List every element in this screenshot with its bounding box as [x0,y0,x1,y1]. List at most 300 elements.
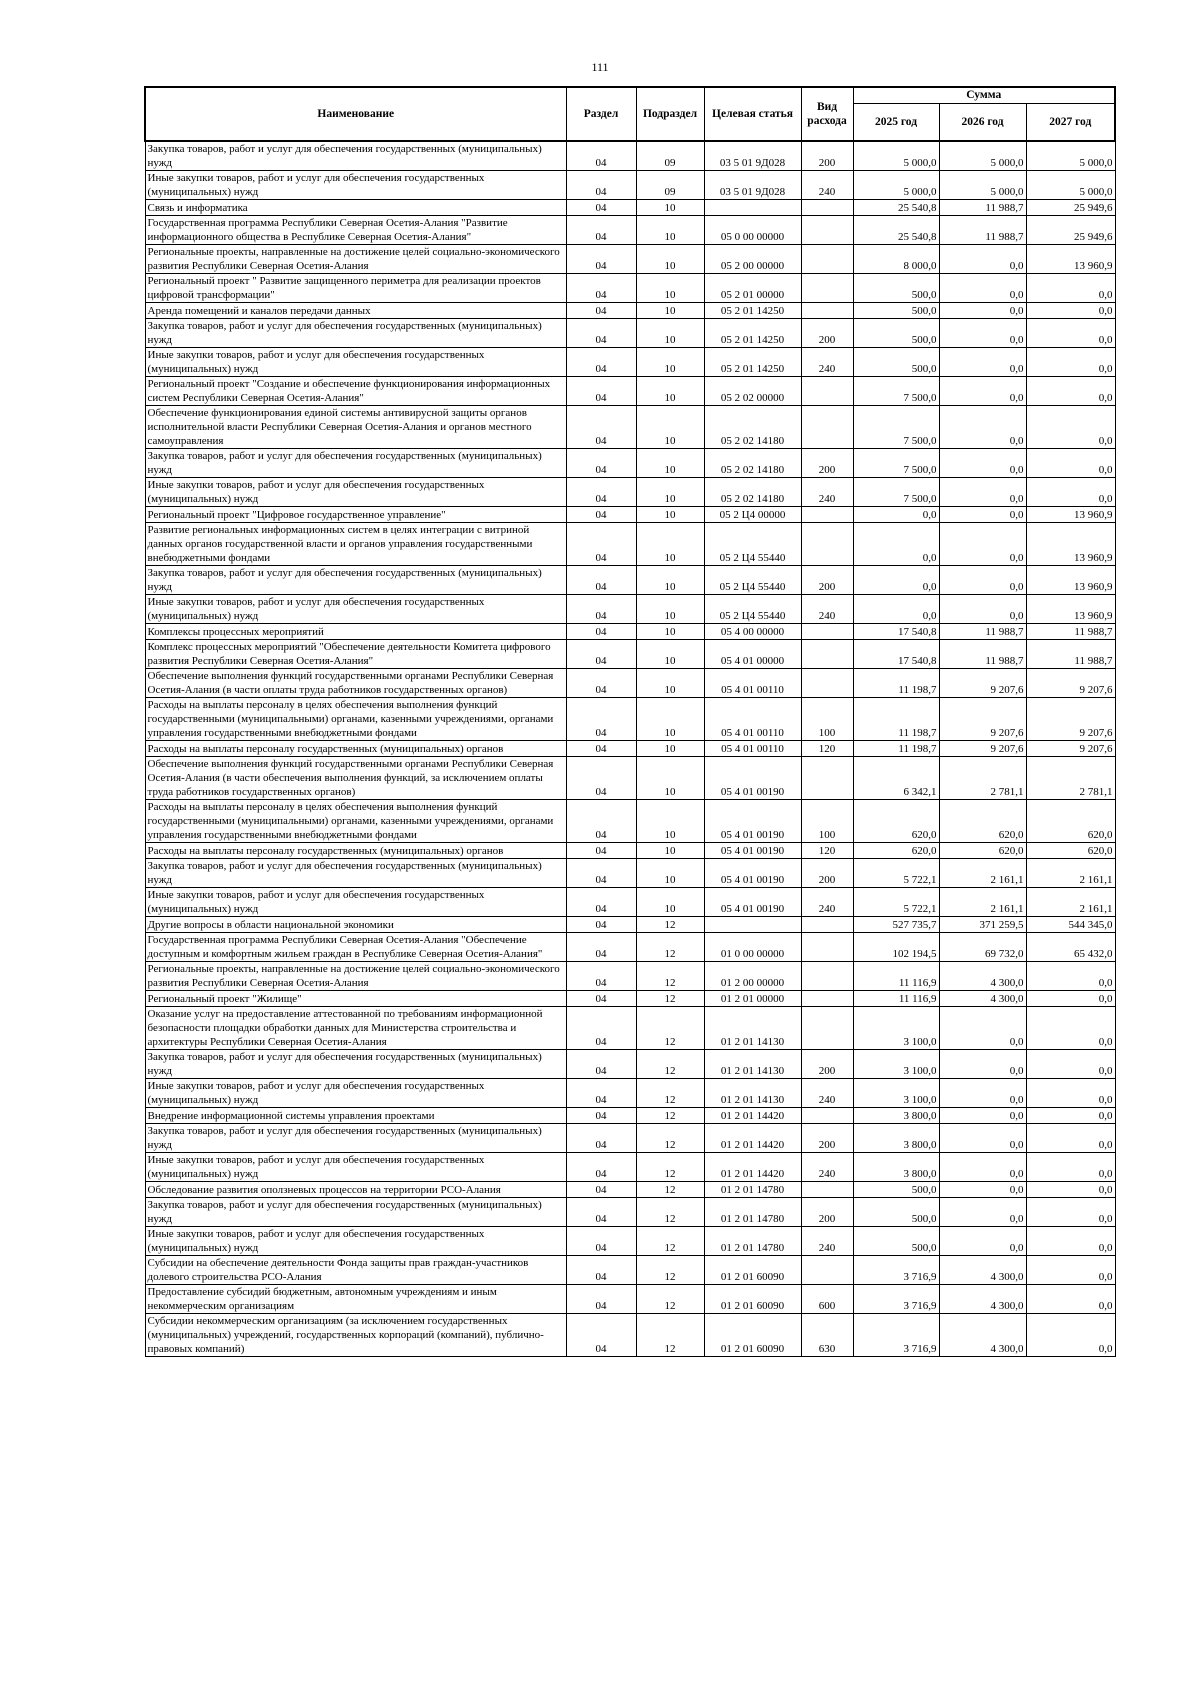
cell-target: 05 2 02 00000 [704,377,801,406]
cell-target: 05 2 02 14180 [704,449,801,478]
cell-razdel: 04 [566,741,636,757]
cell-2027: 0,0 [1026,377,1115,406]
cell-vid [801,917,853,933]
cell-2026: 0,0 [939,449,1026,478]
cell-vid: 200 [801,1124,853,1153]
cell-name: Закупка товаров, работ и услуг для обеспечения государственных (муниципальных) нужд [145,141,566,171]
cell-name: Закупка товаров, работ и услуг для обеспечения государственных (муниципальных) нужд [145,319,566,348]
cell-2026: 2 161,1 [939,859,1026,888]
cell-razdel: 04 [566,1153,636,1182]
cell-target: 01 2 01 14420 [704,1124,801,1153]
cell-vid: 240 [801,1153,853,1182]
header-summa: Сумма [853,87,1115,103]
cell-vid [801,1108,853,1124]
cell-2025: 620,0 [853,800,939,843]
cell-name: Комплексы процессных мероприятий [145,624,566,640]
cell-podrazdel: 10 [636,303,704,319]
table-row [145,843,1115,859]
cell-2027: 0,0 [1026,991,1115,1007]
table-row [145,757,1115,800]
cell-2027: 65 432,0 [1026,933,1115,962]
table-row [145,1256,1115,1285]
cell-2025: 500,0 [853,1227,939,1256]
cell-2025: 11 198,7 [853,698,939,741]
cell-target: 05 4 01 00190 [704,757,801,800]
cell-vid: 240 [801,595,853,624]
cell-razdel: 04 [566,1256,636,1285]
table-row [145,640,1115,669]
table-row [145,595,1115,624]
cell-2026: 2 781,1 [939,757,1026,800]
cell-target: 01 2 01 14130 [704,1079,801,1108]
cell-2025: 3 716,9 [853,1285,939,1314]
cell-target [704,917,801,933]
table-header [145,87,1115,141]
cell-podrazdel: 10 [636,888,704,917]
cell-2026: 5 000,0 [939,141,1026,171]
cell-2026: 0,0 [939,1108,1026,1124]
cell-podrazdel: 12 [636,1079,704,1108]
cell-name: Иные закупки товаров, работ и услуг для обеспечения государственных (муниципальных) нужд [145,478,566,507]
cell-2026: 4 300,0 [939,1256,1026,1285]
cell-name: Региональный проект "Жилище" [145,991,566,1007]
cell-vid: 630 [801,1314,853,1357]
cell-2027: 0,0 [1026,348,1115,377]
cell-2026: 0,0 [939,348,1026,377]
table-row [145,1124,1115,1153]
cell-2027: 0,0 [1026,406,1115,449]
cell-target: 01 2 01 60090 [704,1256,801,1285]
cell-2026: 11 988,7 [939,624,1026,640]
cell-vid [801,962,853,991]
cell-2027: 11 988,7 [1026,640,1115,669]
cell-target: 05 0 00 00000 [704,216,801,245]
cell-name: Иные закупки товаров, работ и услуг для обеспечения государственных (муниципальных) нужд [145,595,566,624]
cell-name: Предоставление субсидий бюджетным, автономным учреждениям и иным некоммерческим организациям [145,1285,566,1314]
table-row [145,1227,1115,1256]
cell-target: 03 5 01 9Д028 [704,141,801,171]
cell-name: Расходы на выплаты персоналу государственных (муниципальных) органов [145,843,566,859]
cell-podrazdel: 09 [636,171,704,200]
cell-2025: 5 722,1 [853,888,939,917]
cell-podrazdel: 10 [636,843,704,859]
cell-2025: 6 342,1 [853,757,939,800]
cell-vid: 200 [801,1050,853,1079]
cell-2026: 0,0 [939,595,1026,624]
header-target: Целевая статья [704,87,801,141]
cell-2027: 13 960,9 [1026,523,1115,566]
cell-2025: 500,0 [853,1198,939,1227]
cell-podrazdel: 12 [636,1182,704,1198]
cell-2027: 0,0 [1026,1182,1115,1198]
cell-razdel: 04 [566,1050,636,1079]
cell-target: 05 2 Ц4 55440 [704,523,801,566]
cell-2025: 5 000,0 [853,171,939,200]
cell-target: 05 4 01 00110 [704,669,801,698]
cell-target: 03 5 01 9Д028 [704,171,801,200]
cell-name: Комплекс процессных мероприятий "Обеспечение деятельности Комитета цифрового развития Республики Северная Осетия-Алания" [145,640,566,669]
cell-razdel: 04 [566,1285,636,1314]
cell-target: 05 4 01 00190 [704,843,801,859]
cell-name: Оказание услуг на предоставление аттестованной по требованиям информационной безопасности площадки обработки данных для Министерства строительства и архитектуры Республики Северная Осетия-Алания [145,1007,566,1050]
cell-2027: 25 949,6 [1026,200,1115,216]
cell-podrazdel: 10 [636,274,704,303]
cell-razdel: 04 [566,1227,636,1256]
cell-name: Связь и информатика [145,200,566,216]
cell-target: 01 2 01 14780 [704,1198,801,1227]
cell-target: 05 2 01 14250 [704,319,801,348]
table-row [145,200,1115,216]
cell-razdel: 04 [566,348,636,377]
cell-vid: 240 [801,478,853,507]
cell-name: Иные закупки товаров, работ и услуг для обеспечения государственных (муниципальных) нужд [145,1079,566,1108]
cell-vid: 240 [801,1079,853,1108]
table-row [145,141,1115,171]
cell-2026: 2 161,1 [939,888,1026,917]
cell-vid: 200 [801,449,853,478]
cell-2027: 0,0 [1026,1050,1115,1079]
cell-2027: 0,0 [1026,449,1115,478]
cell-podrazdel: 12 [636,1227,704,1256]
cell-razdel: 04 [566,478,636,507]
cell-2026: 0,0 [939,1079,1026,1108]
cell-target: 05 4 01 00190 [704,859,801,888]
cell-vid [801,274,853,303]
table-row [145,1198,1115,1227]
cell-razdel: 04 [566,303,636,319]
cell-target: 05 4 01 00190 [704,800,801,843]
cell-2027: 0,0 [1026,1227,1115,1256]
cell-2027: 2 161,1 [1026,859,1115,888]
cell-2026: 4 300,0 [939,962,1026,991]
cell-2026: 0,0 [939,377,1026,406]
cell-podrazdel: 12 [636,1314,704,1357]
cell-2026: 4 300,0 [939,1314,1026,1357]
cell-2026: 0,0 [939,478,1026,507]
table-row [145,917,1115,933]
budget-table [144,86,1116,1357]
cell-podrazdel: 10 [636,200,704,216]
cell-vid [801,933,853,962]
cell-vid [801,1256,853,1285]
cell-2026: 9 207,6 [939,698,1026,741]
cell-podrazdel: 10 [636,245,704,274]
cell-target: 05 2 Ц4 55440 [704,595,801,624]
cell-razdel: 04 [566,449,636,478]
cell-2027: 0,0 [1026,1153,1115,1182]
table-row [145,1182,1115,1198]
cell-2027: 5 000,0 [1026,141,1115,171]
cell-razdel: 04 [566,917,636,933]
cell-target: 01 2 01 14780 [704,1227,801,1256]
cell-2027: 13 960,9 [1026,245,1115,274]
cell-podrazdel: 12 [636,1124,704,1153]
cell-target: 05 2 01 00000 [704,274,801,303]
cell-2025: 25 540,8 [853,216,939,245]
cell-2025: 3 100,0 [853,1079,939,1108]
cell-2027: 9 207,6 [1026,741,1115,757]
cell-vid [801,640,853,669]
cell-name: Закупка товаров, работ и услуг для обеспечения государственных (муниципальных) нужд [145,1050,566,1079]
cell-razdel: 04 [566,1079,636,1108]
cell-vid: 100 [801,698,853,741]
table-row [145,171,1115,200]
cell-podrazdel: 12 [636,1153,704,1182]
cell-target: 01 2 01 60090 [704,1285,801,1314]
cell-target: 01 0 00 00000 [704,933,801,962]
cell-podrazdel: 12 [636,933,704,962]
cell-podrazdel: 12 [636,991,704,1007]
cell-2027: 0,0 [1026,1079,1115,1108]
cell-podrazdel: 10 [636,507,704,523]
cell-target: 05 4 00 00000 [704,624,801,640]
cell-2027: 9 207,6 [1026,669,1115,698]
cell-razdel: 04 [566,319,636,348]
cell-razdel: 04 [566,800,636,843]
cell-razdel: 04 [566,200,636,216]
cell-2026: 0,0 [939,1124,1026,1153]
cell-name: Иные закупки товаров, работ и услуг для обеспечения государственных (муниципальных) нужд [145,888,566,917]
table-row [145,698,1115,741]
cell-2025: 7 500,0 [853,478,939,507]
cell-podrazdel: 12 [636,917,704,933]
cell-target: 01 2 01 14420 [704,1153,801,1182]
cell-name: Обеспечение функционирования единой системы антивирусной защиты органов исполнительной власти Республики Северная Осетия-Алания и органов местного самоуправления [145,406,566,449]
cell-name: Другие вопросы в области национальной экономики [145,917,566,933]
table-row [145,478,1115,507]
cell-vid [801,1182,853,1198]
cell-name: Субсидии на обеспечение деятельности Фонда защиты прав граждан-участников долевого строительства РСО-Алания [145,1256,566,1285]
cell-razdel: 04 [566,595,636,624]
cell-vid [801,303,853,319]
cell-2025: 7 500,0 [853,406,939,449]
cell-razdel: 04 [566,1124,636,1153]
cell-vid: 600 [801,1285,853,1314]
cell-2027: 0,0 [1026,962,1115,991]
cell-vid [801,200,853,216]
cell-2025: 500,0 [853,319,939,348]
cell-2026: 0,0 [939,1153,1026,1182]
cell-target: 01 2 01 00000 [704,991,801,1007]
table-row [145,1153,1115,1182]
table-row [145,377,1115,406]
cell-2027: 2 781,1 [1026,757,1115,800]
cell-2025: 500,0 [853,274,939,303]
cell-2025: 500,0 [853,1182,939,1198]
cell-target: 05 4 01 00110 [704,698,801,741]
table-row [145,669,1115,698]
cell-razdel: 04 [566,698,636,741]
budget-table-container [144,86,1114,1357]
cell-target: 01 2 01 14420 [704,1108,801,1124]
cell-2025: 8 000,0 [853,245,939,274]
cell-vid [801,991,853,1007]
cell-razdel: 04 [566,933,636,962]
cell-name: Государственная программа Республики Северная Осетия-Алания "Развитие информационного общества в Республике Северная Осетия-Алания" [145,216,566,245]
table-row [145,1050,1115,1079]
cell-target: 05 2 Ц4 55440 [704,566,801,595]
table-row [145,245,1115,274]
header-2026: 2026 год [939,103,1026,141]
cell-razdel: 04 [566,566,636,595]
cell-name: Иные закупки товаров, работ и услуг для обеспечения государственных (муниципальных) нужд [145,171,566,200]
cell-2025: 3 800,0 [853,1108,939,1124]
cell-podrazdel: 12 [636,962,704,991]
cell-vid: 200 [801,566,853,595]
cell-razdel: 04 [566,377,636,406]
table-row [145,1314,1115,1357]
cell-vid: 240 [801,348,853,377]
table-row [145,319,1115,348]
cell-name: Иные закупки товаров, работ и услуг для обеспечения государственных (муниципальных) нужд [145,1153,566,1182]
cell-name: Закупка товаров, работ и услуг для обеспечения государственных (муниципальных) нужд [145,449,566,478]
header-2025: 2025 год [853,103,939,141]
cell-2026: 69 732,0 [939,933,1026,962]
cell-name: Расходы на выплаты персоналу в целях обеспечения выполнения функций государственными (муниципальными) органами, казенными учреждениями, органами управления государственными внебюджетными фондами [145,800,566,843]
cell-name: Государственная программа Республики Северная Осетия-Алания "Обеспечение доступным и комфортным жильем граждан в Республике Северная Осетия-Алания" [145,933,566,962]
cell-2026: 371 259,5 [939,917,1026,933]
cell-podrazdel: 10 [636,698,704,741]
cell-2026: 0,0 [939,523,1026,566]
cell-vid [801,624,853,640]
cell-razdel: 04 [566,962,636,991]
cell-podrazdel: 10 [636,216,704,245]
table-row [145,624,1115,640]
cell-target: 01 2 01 14130 [704,1007,801,1050]
cell-name: Внедрение информационной системы управления проектами [145,1108,566,1124]
cell-2027: 5 000,0 [1026,171,1115,200]
cell-name: Закупка товаров, работ и услуг для обеспечения государственных (муниципальных) нужд [145,1124,566,1153]
cell-podrazdel: 10 [636,859,704,888]
header-name: Наименование [145,87,566,141]
cell-name: Развитие региональных информационных систем в целях интеграции с витриной данных органов государственной власти и органов управления государственными внебюджетными фондами [145,523,566,566]
cell-name: Расходы на выплаты персоналу в целях обеспечения выполнения функций государственными (муниципальными) органами, казенными учреждениями, органами управления государственными внебюджетными фондами [145,698,566,741]
cell-podrazdel: 10 [636,800,704,843]
cell-2025: 0,0 [853,507,939,523]
cell-podrazdel: 10 [636,377,704,406]
cell-name: Обеспечение выполнения функций государственными органами Республики Северная Осетия-Алания (в части оплаты труда работников государственных органов) [145,669,566,698]
cell-name: Субсидии некоммерческим организациям (за исключением государственных (муниципальных) учреждений, государственных корпораций (компаний), публично-правовых компаний) [145,1314,566,1357]
cell-2025: 11 198,7 [853,741,939,757]
cell-2025: 5 722,1 [853,859,939,888]
cell-2027: 13 960,9 [1026,566,1115,595]
cell-2026: 0,0 [939,303,1026,319]
cell-2026: 0,0 [939,1182,1026,1198]
cell-podrazdel: 10 [636,319,704,348]
cell-vid [801,757,853,800]
cell-vid [801,523,853,566]
cell-razdel: 04 [566,523,636,566]
cell-2025: 25 540,8 [853,200,939,216]
cell-target: 05 2 01 14250 [704,303,801,319]
cell-2026: 0,0 [939,566,1026,595]
cell-2026: 0,0 [939,245,1026,274]
cell-podrazdel: 10 [636,478,704,507]
cell-vid: 200 [801,859,853,888]
cell-podrazdel: 10 [636,406,704,449]
cell-razdel: 04 [566,991,636,1007]
cell-2025: 7 500,0 [853,449,939,478]
cell-podrazdel: 10 [636,449,704,478]
cell-2027: 0,0 [1026,303,1115,319]
cell-target: 01 2 01 14780 [704,1182,801,1198]
cell-name: Расходы на выплаты персоналу государственных (муниципальных) органов [145,741,566,757]
cell-2027: 620,0 [1026,800,1115,843]
table-row [145,991,1115,1007]
cell-razdel: 04 [566,624,636,640]
cell-target: 01 2 00 00000 [704,962,801,991]
cell-podrazdel: 10 [636,595,704,624]
cell-2025: 11 116,9 [853,962,939,991]
cell-target: 01 2 01 14130 [704,1050,801,1079]
cell-vid: 240 [801,171,853,200]
cell-razdel: 04 [566,1108,636,1124]
cell-podrazdel: 10 [636,348,704,377]
cell-2027: 544 345,0 [1026,917,1115,933]
cell-name: Закупка товаров, работ и услуг для обеспечения государственных (муниципальных) нужд [145,1198,566,1227]
table-row [145,274,1115,303]
cell-2027: 620,0 [1026,843,1115,859]
cell-2025: 0,0 [853,566,939,595]
cell-2026: 5 000,0 [939,171,1026,200]
cell-2025: 5 000,0 [853,141,939,171]
table-row [145,507,1115,523]
cell-podrazdel: 10 [636,669,704,698]
table-row [145,800,1115,843]
cell-podrazdel: 12 [636,1198,704,1227]
cell-podrazdel: 12 [636,1007,704,1050]
cell-2027: 0,0 [1026,1007,1115,1050]
cell-2027: 0,0 [1026,1108,1115,1124]
table-row [145,1007,1115,1050]
cell-razdel: 04 [566,406,636,449]
cell-2025: 3 716,9 [853,1256,939,1285]
cell-podrazdel: 10 [636,624,704,640]
cell-razdel: 04 [566,888,636,917]
cell-name: Иные закупки товаров, работ и услуг для обеспечения государственных (муниципальных) нужд [145,348,566,377]
header-vid: Вид расхода [801,87,853,141]
table-row [145,962,1115,991]
cell-2026: 620,0 [939,800,1026,843]
cell-target: 05 2 Ц4 00000 [704,507,801,523]
cell-2025: 500,0 [853,303,939,319]
cell-target [704,200,801,216]
cell-vid: 200 [801,319,853,348]
table-row [145,348,1115,377]
cell-podrazdel: 10 [636,757,704,800]
cell-2025: 620,0 [853,843,939,859]
cell-2025: 0,0 [853,523,939,566]
cell-vid [801,507,853,523]
cell-razdel: 04 [566,640,636,669]
cell-2026: 620,0 [939,843,1026,859]
cell-2026: 0,0 [939,319,1026,348]
cell-2027: 2 161,1 [1026,888,1115,917]
cell-2027: 25 949,6 [1026,216,1115,245]
cell-vid: 120 [801,843,853,859]
cell-2025: 3 800,0 [853,1124,939,1153]
cell-2025: 11 116,9 [853,991,939,1007]
table-row [145,933,1115,962]
cell-2026: 11 988,7 [939,200,1026,216]
cell-2027: 13 960,9 [1026,595,1115,624]
cell-2025: 3 100,0 [853,1050,939,1079]
cell-2027: 9 207,6 [1026,698,1115,741]
cell-2027: 0,0 [1026,1314,1115,1357]
cell-2025: 17 540,8 [853,624,939,640]
cell-vid: 240 [801,888,853,917]
cell-target: 01 2 01 60090 [704,1314,801,1357]
